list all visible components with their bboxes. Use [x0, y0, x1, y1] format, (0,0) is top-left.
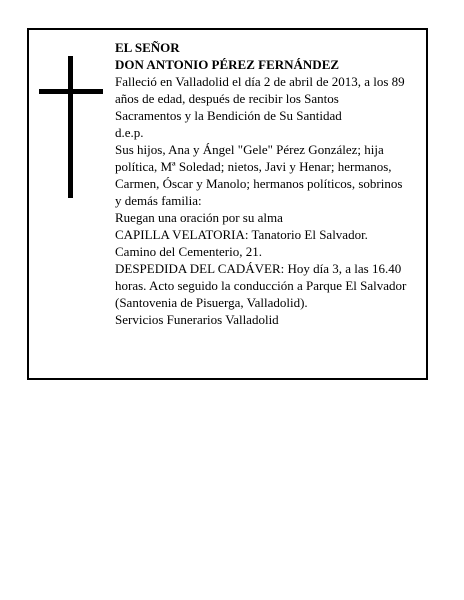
notice-line: (Santovenia de Pisuerga, Valladolid).: [115, 295, 308, 310]
notice-line: DESPEDIDA DEL CADÁVER: Hoy día 3, a las 16.40: [115, 261, 402, 276]
notice-title-line-1: EL SEÑOR: [115, 40, 180, 55]
cross-icon: [39, 56, 103, 198]
notice-line: CAPILLA VELATORIA: Tanatorio El Salvador.: [115, 227, 368, 242]
notice-line: Camino del Cementerio, 21.: [115, 244, 262, 259]
notice-line: Carmen, Óscar y Manolo; hermanos políticos, sobrinos: [115, 176, 403, 191]
notice-title-line-2: DON ANTONIO PÉREZ FERNÁNDEZ: [115, 57, 340, 72]
notice-text: [115, 39, 425, 328]
notice-line: Sus hijos, Ana y Ángel "Gele" Pérez González; hija: [115, 142, 384, 157]
obituary-notice: [27, 28, 428, 380]
notice-line: d.e.p.: [115, 125, 144, 140]
notice-line: años de edad, después de recibir los Santos: [115, 91, 339, 106]
notice-line: Falleció en Valladolid el día 2 de abril de 2013, a los 89: [115, 74, 405, 89]
notice-line: Sacramentos y la Bendición de Su Santidad: [115, 108, 342, 123]
notice-line: política, Mª Soledad; nietos, Javi y Henar; hermanos,: [115, 159, 392, 174]
notice-line: Ruegan una oración por su alma: [115, 210, 283, 225]
cross-vertical-bar: [68, 56, 73, 198]
notice-line: Servicios Funerarios Valladolid: [115, 312, 279, 327]
notice-line: horas. Acto seguido la conducción a Parque El Salvador: [115, 278, 407, 293]
notice-line: y demás familia:: [115, 193, 202, 208]
cross-horizontal-bar: [39, 89, 103, 94]
